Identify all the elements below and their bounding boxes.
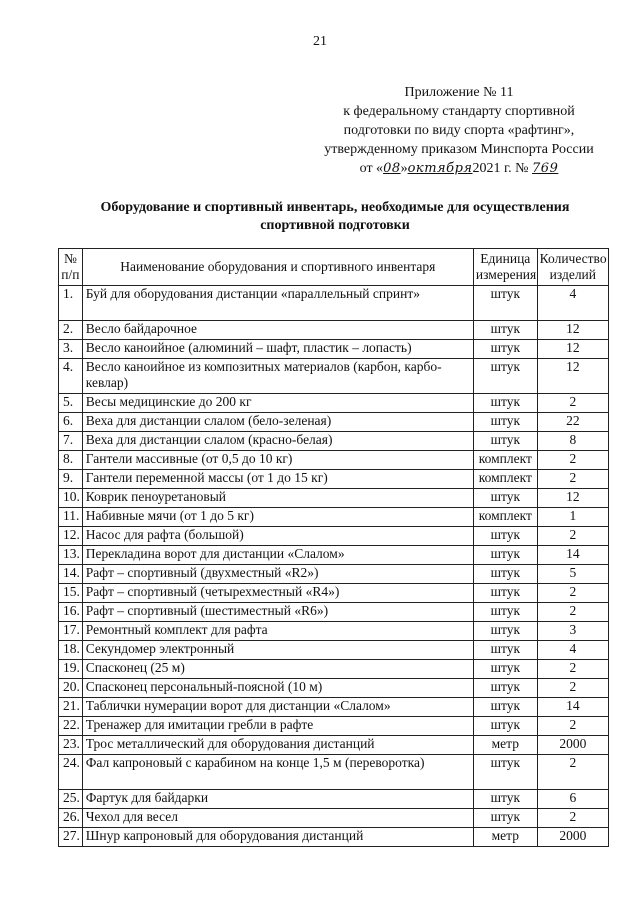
cell-name: Гантели массивные (от 0,5 до 10 кг) bbox=[82, 451, 473, 470]
cell-name: Рафт – спортивный (шестиместный «R6») bbox=[82, 603, 473, 622]
table-row bbox=[59, 736, 609, 755]
cell-num: 21. bbox=[59, 698, 83, 717]
header-qty: Количество изделий bbox=[537, 249, 608, 286]
cell-qty: 2 bbox=[537, 527, 608, 546]
cell-num: 6. bbox=[59, 413, 83, 432]
date-prefix: от « bbox=[359, 161, 384, 176]
cell-qty: 12 bbox=[537, 321, 608, 340]
cell-qty: 8 bbox=[537, 432, 608, 451]
cell-num: 20. bbox=[59, 679, 83, 698]
cell-qty: 12 bbox=[537, 489, 608, 508]
table-row bbox=[59, 755, 609, 790]
cell-qty: 2000 bbox=[537, 828, 608, 847]
cell-qty: 2 bbox=[537, 470, 608, 489]
table-row bbox=[59, 809, 609, 828]
cell-num: 9. bbox=[59, 470, 83, 489]
cell-num: 23. bbox=[59, 736, 83, 755]
cell-name: Рафт – спортивный (двухместный «R2») bbox=[82, 565, 473, 584]
equipment-table bbox=[58, 248, 609, 847]
cell-qty: 2000 bbox=[537, 736, 608, 755]
table-body bbox=[59, 286, 609, 847]
cell-num: 22. bbox=[59, 717, 83, 736]
date-mid: » bbox=[400, 161, 408, 176]
cell-qty: 4 bbox=[537, 286, 608, 321]
cell-unit: штук bbox=[473, 286, 537, 321]
cell-num: 19. bbox=[59, 660, 83, 679]
approval-date-line bbox=[300, 159, 618, 178]
cell-name: Фартук для байдарки bbox=[82, 790, 473, 809]
cell-num: 14. bbox=[59, 565, 83, 584]
cell-unit: штук bbox=[473, 489, 537, 508]
order-number: 769 bbox=[532, 161, 559, 176]
appendix-header bbox=[300, 83, 618, 178]
cell-unit: штук bbox=[473, 340, 537, 359]
cell-unit: метр bbox=[473, 736, 537, 755]
table-row bbox=[59, 660, 609, 679]
cell-unit: штук bbox=[473, 660, 537, 679]
cell-unit: штук bbox=[473, 432, 537, 451]
cell-unit: штук bbox=[473, 321, 537, 340]
cell-name: Таблички нумерации ворот для дистанции «Слалом» bbox=[82, 698, 473, 717]
cell-qty: 2 bbox=[537, 755, 608, 790]
page-number: 21 bbox=[313, 34, 327, 49]
cell-qty: 1 bbox=[537, 508, 608, 527]
cell-name: Фал капроновый с карабином на конце 1,5 м (переворотка) bbox=[82, 755, 473, 790]
table-row bbox=[59, 394, 609, 413]
cell-qty: 2 bbox=[537, 394, 608, 413]
cell-unit: комплект bbox=[473, 508, 537, 527]
cell-unit: штук bbox=[473, 622, 537, 641]
cell-num: 25. bbox=[59, 790, 83, 809]
cell-qty: 12 bbox=[537, 359, 608, 394]
cell-name: Веха для дистанции слалом (красно-белая) bbox=[82, 432, 473, 451]
cell-unit: штук bbox=[473, 755, 537, 790]
cell-unit: штук bbox=[473, 698, 537, 717]
cell-name: Спасконец персональный-поясной (10 м) bbox=[82, 679, 473, 698]
cell-name: Весы медицинские до 200 кг bbox=[82, 394, 473, 413]
cell-qty: 14 bbox=[537, 698, 608, 717]
cell-num: 7. bbox=[59, 432, 83, 451]
cell-name: Перекладина ворот для дистанции «Слалом» bbox=[82, 546, 473, 565]
cell-unit: штук bbox=[473, 717, 537, 736]
table-row bbox=[59, 508, 609, 527]
cell-name: Шнур капроновый для оборудования дистанций bbox=[82, 828, 473, 847]
table-row bbox=[59, 286, 609, 321]
cell-qty: 12 bbox=[537, 340, 608, 359]
table-row bbox=[59, 622, 609, 641]
cell-num: 5. bbox=[59, 394, 83, 413]
cell-name: Коврик пеноуретановый bbox=[82, 489, 473, 508]
cell-qty: 22 bbox=[537, 413, 608, 432]
table-row bbox=[59, 603, 609, 622]
cell-unit: штук bbox=[473, 809, 537, 828]
cell-name: Весло каноийное из композитных материалов (карбон, карбо-кевлар) bbox=[82, 359, 473, 394]
cell-unit: штук bbox=[473, 413, 537, 432]
table-row bbox=[59, 565, 609, 584]
table-row bbox=[59, 790, 609, 809]
cell-unit: штук bbox=[473, 603, 537, 622]
cell-name: Весло каноийное (алюминий – шафт, пластик – лопасть) bbox=[82, 340, 473, 359]
table-row bbox=[59, 698, 609, 717]
cell-num: 3. bbox=[59, 340, 83, 359]
cell-name: Веха для дистанции слалом (бело-зеленая) bbox=[82, 413, 473, 432]
cell-qty: 14 bbox=[537, 546, 608, 565]
appendix-line-order: утвержденному приказом Минспорта России bbox=[324, 142, 594, 157]
cell-unit: штук bbox=[473, 359, 537, 394]
table-row bbox=[59, 413, 609, 432]
cell-num: 11. bbox=[59, 508, 83, 527]
cell-name: Секундомер электронный bbox=[82, 641, 473, 660]
cell-name: Набивные мячи (от 1 до 5 кг) bbox=[82, 508, 473, 527]
cell-unit: метр bbox=[473, 828, 537, 847]
cell-qty: 2 bbox=[537, 603, 608, 622]
header-num: № п/п bbox=[59, 249, 83, 286]
cell-unit: комплект bbox=[473, 451, 537, 470]
cell-num: 18. bbox=[59, 641, 83, 660]
table-row bbox=[59, 828, 609, 847]
cell-num: 26. bbox=[59, 809, 83, 828]
appendix-line-standard: к федеральному стандарту спортивной bbox=[343, 104, 575, 119]
cell-num: 4. bbox=[59, 359, 83, 394]
cell-name: Насос для рафта (большой) bbox=[82, 527, 473, 546]
cell-num: 1. bbox=[59, 286, 83, 321]
cell-unit: комплект bbox=[473, 470, 537, 489]
cell-num: 2. bbox=[59, 321, 83, 340]
table-row bbox=[59, 470, 609, 489]
cell-unit: штук bbox=[473, 641, 537, 660]
table-row bbox=[59, 451, 609, 470]
cell-name: Буй для оборудования дистанции «параллельный спринт» bbox=[82, 286, 473, 321]
cell-unit: штук bbox=[473, 394, 537, 413]
table-row bbox=[59, 717, 609, 736]
table-row bbox=[59, 432, 609, 451]
cell-qty: 2 bbox=[537, 809, 608, 828]
table-header-row bbox=[59, 249, 609, 286]
table-row bbox=[59, 527, 609, 546]
cell-name: Тренажер для имитации гребли в рафте bbox=[82, 717, 473, 736]
cell-qty: 4 bbox=[537, 641, 608, 660]
cell-qty: 2 bbox=[537, 679, 608, 698]
cell-unit: штук bbox=[473, 565, 537, 584]
cell-num: 8. bbox=[59, 451, 83, 470]
cell-num: 12. bbox=[59, 527, 83, 546]
cell-num: 27. bbox=[59, 828, 83, 847]
cell-qty: 6 bbox=[537, 790, 608, 809]
appendix-line-sport: подготовки по виду спорта «рафтинг», bbox=[343, 123, 575, 138]
cell-qty: 2 bbox=[537, 451, 608, 470]
cell-qty: 5 bbox=[537, 565, 608, 584]
cell-name: Ремонтный комплект для рафта bbox=[82, 622, 473, 641]
cell-unit: штук bbox=[473, 584, 537, 603]
date-year: 2021 г. № bbox=[472, 161, 529, 176]
cell-unit: штук bbox=[473, 527, 537, 546]
table-row bbox=[59, 359, 609, 394]
cell-num: 24. bbox=[59, 755, 83, 790]
cell-name: Рафт – спортивный (четырехместный «R4») bbox=[82, 584, 473, 603]
table-row bbox=[59, 584, 609, 603]
cell-num: 13. bbox=[59, 546, 83, 565]
cell-name: Трос металлический для оборудования дистанций bbox=[82, 736, 473, 755]
cell-name: Гантели переменной массы (от 1 до 15 кг) bbox=[82, 470, 473, 489]
date-month: октября bbox=[407, 161, 473, 176]
cell-num: 16. bbox=[59, 603, 83, 622]
cell-num: 15. bbox=[59, 584, 83, 603]
table-row bbox=[59, 641, 609, 660]
table-row bbox=[59, 679, 609, 698]
header-unit: Единица измерения bbox=[473, 249, 537, 286]
table-row bbox=[59, 321, 609, 340]
cell-qty: 3 bbox=[537, 622, 608, 641]
cell-name: Спасконец (25 м) bbox=[82, 660, 473, 679]
document-title bbox=[60, 199, 610, 235]
cell-num: 10. bbox=[59, 489, 83, 508]
cell-name: Весло байдарочное bbox=[82, 321, 473, 340]
table-row bbox=[59, 340, 609, 359]
cell-unit: штук bbox=[473, 546, 537, 565]
table-row bbox=[59, 546, 609, 565]
cell-qty: 2 bbox=[537, 584, 608, 603]
cell-name: Чехол для весел bbox=[82, 809, 473, 828]
cell-qty: 2 bbox=[537, 717, 608, 736]
document-title-line-2: спортивной подготовки bbox=[260, 218, 410, 233]
cell-unit: штук bbox=[473, 679, 537, 698]
table-row bbox=[59, 489, 609, 508]
appendix-title: Приложение № 11 bbox=[404, 85, 514, 100]
document-title-line-1: Оборудование и спортивный инвентарь, необходимые для осуществления bbox=[100, 200, 570, 215]
cell-num: 17. bbox=[59, 622, 83, 641]
cell-qty: 2 bbox=[537, 660, 608, 679]
header-name: Наименование оборудования и спортивного инвентаря bbox=[82, 249, 473, 286]
cell-unit: штук bbox=[473, 790, 537, 809]
date-day: 08 bbox=[383, 161, 401, 176]
